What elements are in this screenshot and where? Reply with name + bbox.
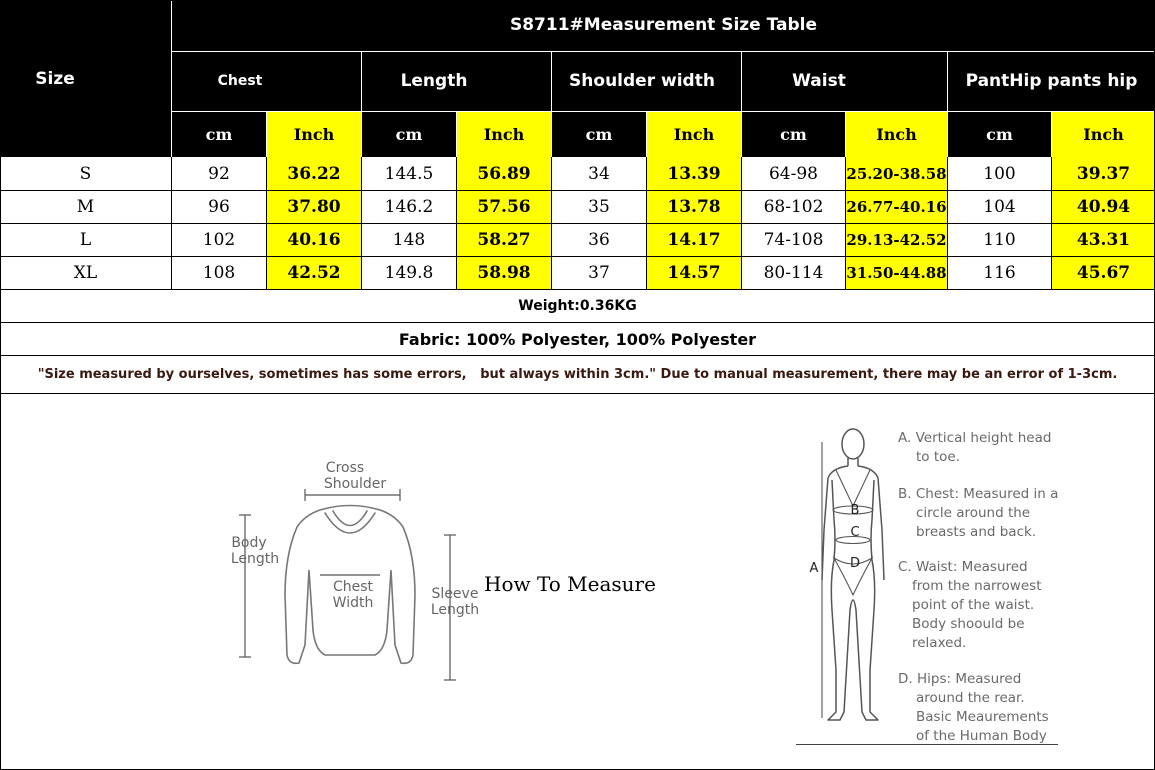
row-xl-chest-inch: 42.52 xyxy=(267,257,361,289)
unit-inch-shoulder: Inch xyxy=(647,112,741,157)
unit-inch-chest: Inch xyxy=(267,112,361,157)
marker-a: A xyxy=(809,561,819,576)
table-title: S8711#Measurement Size Table xyxy=(509,15,818,35)
unit-cm-shoulder: cm xyxy=(585,125,613,144)
marker-c: C xyxy=(850,525,860,540)
row-l-length-cm: 148 xyxy=(392,230,426,250)
row-l-chest-inch: 40.16 xyxy=(267,224,361,256)
chest-width-label-line2: Width xyxy=(332,595,374,611)
row-s-shoulder-inch: 13.39 xyxy=(647,157,741,190)
row-m-waist-cm: 68-102 xyxy=(763,197,824,217)
note-c-line5: relaxed. xyxy=(912,635,967,651)
note-d-line3: Basic Meaurements xyxy=(916,709,1049,725)
row-l-length-inch: 58.27 xyxy=(457,224,551,256)
unit-cm-waist: cm xyxy=(780,125,807,144)
row-l-hip-inch: 43.31 xyxy=(1052,224,1155,256)
how-to-measure-heading: How To Measure xyxy=(484,572,656,596)
note-a-line2: to toe. xyxy=(916,449,960,465)
marker-b: B xyxy=(850,503,860,518)
body-measure-diagram xyxy=(800,420,895,740)
note-a-line1: A. Vertical height head xyxy=(898,430,1052,446)
row-xl-length-inch: 58.98 xyxy=(457,257,551,289)
row-m-size: M xyxy=(76,197,95,217)
note-c-line1: C. Waist: Measured xyxy=(898,559,1028,575)
row-s-shoulder-cm: 34 xyxy=(588,163,610,184)
row-l-hip-cm: 110 xyxy=(983,230,1016,250)
unit-cm-chest: cm xyxy=(205,125,233,144)
unit-inch-hip: Inch xyxy=(1052,112,1155,157)
row-xl-waist-cm: 80-114 xyxy=(763,263,824,283)
row-l-chest-cm: 102 xyxy=(202,230,236,250)
row-xl-size: XL xyxy=(73,263,98,283)
row-s-hip-inch: 39.37 xyxy=(1052,157,1155,190)
row-xl-chest-cm: 108 xyxy=(202,263,236,283)
row-l-size: L xyxy=(79,230,92,250)
note-c-line3: point of the waist. xyxy=(912,597,1035,613)
garment-measure-diagram xyxy=(225,455,495,690)
row-s-waist-cm: 64-98 xyxy=(768,163,818,184)
row-l-shoulder-inch: 14.17 xyxy=(647,224,741,256)
sleeve-length-label-line1: Sleeve xyxy=(431,586,479,602)
row-m-length-cm: 146.2 xyxy=(384,197,434,217)
size-column-header: Size xyxy=(35,68,75,89)
measurement-note: "Size measured by ourselves, sometimes has some errors, but always within 3cm." Due to manual measurement, there may be an error of 1-3cm. xyxy=(37,367,1118,382)
row-m-chest-cm: 96 xyxy=(208,197,230,217)
note-c-line2: from the narrowest xyxy=(912,578,1042,594)
row-xl-length-cm: 149.8 xyxy=(384,263,434,283)
group-header-chest: Chest xyxy=(217,73,263,89)
unit-cm-length: cm xyxy=(395,125,423,144)
cross-shoulder-label-line2: Shoulder xyxy=(323,476,387,492)
note-c-line4: Body shoould be xyxy=(912,616,1025,632)
note-d-line1: D. Hips: Measured xyxy=(898,671,1022,687)
row-s-size: S xyxy=(79,163,92,184)
row-m-waist-inch: 26.77-40.16 xyxy=(846,191,947,223)
unit-cm-hip: cm xyxy=(986,125,1013,144)
note-d-line4: of the Human Body xyxy=(916,728,1047,744)
weight-info: Weight:0.36KG xyxy=(518,298,637,314)
row-l-waist-inch: 29.13-42.52 xyxy=(846,224,947,256)
note-d-line2: around the rear. xyxy=(916,690,1025,706)
row-s-hip-cm: 100 xyxy=(983,163,1016,184)
chest-width-label-line1: Chest xyxy=(332,579,374,595)
row-m-shoulder-cm: 35 xyxy=(588,197,610,217)
row-s-chest-cm: 92 xyxy=(208,163,230,184)
row-m-hip-cm: 104 xyxy=(983,197,1016,217)
body-length-label-line2: Length xyxy=(230,551,280,567)
row-s-length-cm: 144.5 xyxy=(384,163,434,184)
group-header-waist: Waist xyxy=(792,71,846,91)
group-header-length: Length xyxy=(400,71,468,91)
note-b-line1: B. Chest: Measured in a xyxy=(898,486,1059,502)
row-s-chest-inch: 36.22 xyxy=(267,157,361,190)
row-m-hip-inch: 40.94 xyxy=(1052,191,1155,223)
row-s-length-inch: 56.89 xyxy=(457,157,551,190)
row-xl-hip-inch: 45.67 xyxy=(1052,257,1155,289)
sleeve-length-label-line2: Length xyxy=(430,602,480,618)
row-xl-hip-cm: 116 xyxy=(983,263,1016,283)
cross-shoulder-label-line1: Cross xyxy=(325,460,365,476)
row-l-shoulder-cm: 36 xyxy=(588,230,610,250)
group-header-shoulder-width: Shoulder width xyxy=(569,71,715,91)
body-length-label-line1: Body xyxy=(231,535,267,551)
group-header-hip: PantHip pants hip xyxy=(965,71,1138,91)
row-xl-waist-inch: 31.50-44.88 xyxy=(846,257,947,289)
notes-underline xyxy=(796,744,1058,745)
note-b-line2: circle around the xyxy=(916,505,1031,521)
row-m-chest-inch: 37.80 xyxy=(267,191,361,223)
body-measure-notes xyxy=(895,428,1070,748)
row-xl-shoulder-cm: 37 xyxy=(588,263,610,283)
unit-inch-length: Inch xyxy=(457,112,551,157)
unit-inch-waist: Inch xyxy=(846,112,947,157)
row-m-length-inch: 57.56 xyxy=(457,191,551,223)
row-xl-shoulder-inch: 14.57 xyxy=(647,257,741,289)
fabric-info: Fabric: 100% Polyester, 100% Polyester xyxy=(398,329,757,349)
row-l-waist-cm: 74-108 xyxy=(763,230,824,250)
marker-d: D xyxy=(849,556,861,571)
row-m-shoulder-inch: 13.78 xyxy=(647,191,741,223)
row-s-waist-inch: 25.20-38.58 xyxy=(846,157,947,190)
table-header xyxy=(0,0,1155,157)
note-b-line3: breasts and back. xyxy=(916,524,1037,540)
